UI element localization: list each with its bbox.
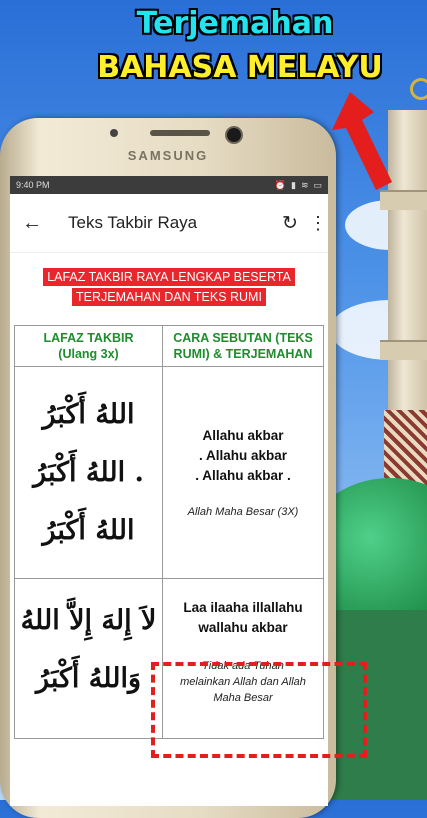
arabic-line: . اللهُ أَكْبَرُ — [33, 456, 144, 488]
device-brand: SAMSUNG — [127, 148, 209, 163]
rumi-line: Allahu akbar — [202, 427, 284, 443]
highlight-box — [151, 662, 367, 758]
page-title: Teks Takbir Raya — [68, 213, 198, 232]
table-row — [15, 367, 324, 579]
status-bar — [10, 176, 328, 194]
proximity-sensor — [110, 129, 118, 137]
wifi-icon: ≋ — [300, 179, 309, 190]
more-vert-icon[interactable]: ⋮ — [309, 212, 327, 233]
refresh-icon[interactable]: ↻ — [282, 212, 298, 234]
earpiece-speaker — [150, 130, 210, 136]
rumi-line: wallahu akbar — [198, 620, 288, 635]
rumi-cell — [163, 367, 324, 579]
minaret-band — [380, 340, 427, 360]
status-time: 9:40 PM — [16, 180, 50, 190]
arrow-left-icon[interactable]: ← — [22, 211, 42, 234]
header-lafaz-line2: (Ulang 3x) — [58, 347, 119, 361]
translation: Allah Maha Besar (3X) — [187, 505, 299, 518]
status-icons — [275, 180, 322, 191]
app-bar — [10, 194, 328, 253]
arabic-line: لاَ إِلهَ إِلاَّ اللهُ — [20, 605, 157, 636]
header-lafaz — [15, 326, 163, 367]
arabic-cell — [15, 579, 163, 739]
signal-icon: ▮ — [290, 179, 296, 190]
arabic-line: وَاللهُ أَكْبَرُ — [36, 663, 141, 694]
banner — [10, 253, 328, 313]
front-camera — [225, 126, 243, 144]
arabic-line: اللهُ أَكْبَرُ — [42, 398, 135, 430]
header-sebutan-line1: CARA SEBUTAN (TEKS — [173, 331, 313, 345]
translation-line: Maha Besar — [213, 692, 273, 704]
minaret-band — [380, 190, 427, 210]
banner-text: LAFAZ TAKBIR RAYA LENGKAP BESERTA TERJEMAHAN DAN TEKS RUMI — [43, 268, 295, 306]
rumi-line: Laa ilaaha illallahu — [183, 600, 303, 615]
translation-line: Tidak ada Tuhan — [202, 660, 284, 672]
translation-line: melainkan Allah dan Allah — [180, 676, 306, 688]
arabic-line: اللهُ أَكْبَرُ — [42, 514, 135, 546]
header-sebutan — [163, 326, 324, 367]
arabic-cell — [15, 367, 163, 579]
battery-icon: ▭ — [313, 179, 322, 190]
header-lafaz-line1: LAFAZ TAKBIR — [43, 331, 134, 345]
rumi-line: . Allahu akbar — [198, 447, 288, 463]
header-sebutan-line2: RUMI) & TERJEMAHAN — [173, 347, 313, 361]
rumi-line: . Allahu akbar . — [195, 467, 291, 483]
overlay-title-line1: Terjemahan — [136, 6, 334, 41]
table-header-row — [15, 326, 324, 367]
alarm-icon: ⏰ — [274, 179, 286, 190]
overlay-title-line2: BAHASA MELAYU — [97, 50, 383, 85]
